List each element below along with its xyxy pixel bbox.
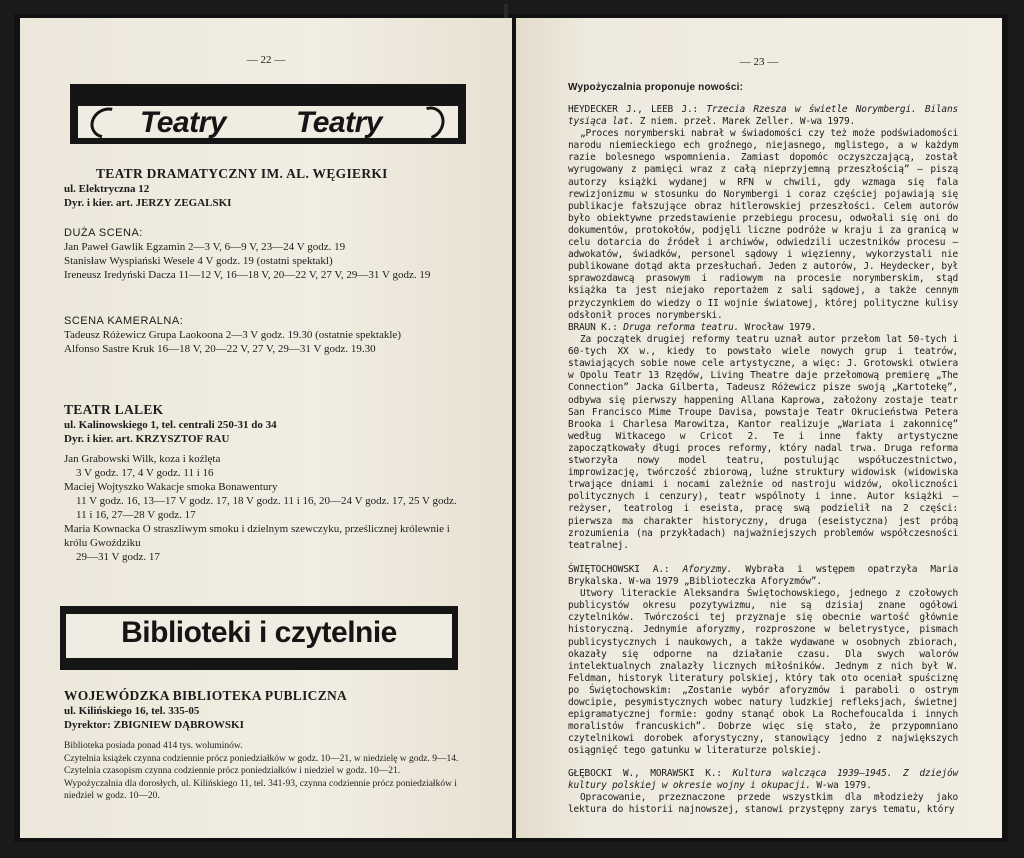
book-entry [568,104,958,322]
scena-kameralna-block [64,314,464,356]
biblioteka-name: WOJEWÓDZKA BIBLIOTEKA PUBLICZNA [64,688,348,703]
entry-publication: W-wa 1979. [816,780,872,792]
teatr-lalek-line: Maciej Wojtyszko Wakacje smoka Bonawentury [64,481,278,493]
duza-scena-line: Jan Paweł Gawlik Egzamin 2—3 V, 6—9 V, 23—24 V godz. 19 [64,241,346,253]
biblioteka-text: Wypożyczalnia dla dorosłych, ul. Kilińskiego 11, tel. 341-93, czynna codziennie prócz poniedziałków i niedziel w godz. 10—20. [64,778,457,801]
scena-kameralna-heading: SCENA KAMERALNA: [64,315,184,327]
biblioteki-banner [60,606,458,670]
right-folio: — 23 — [739,56,779,68]
entry-title: Kultura walcząca 1939—1945. Z dziejów kultury polskiej w okresie wojny i okupacji. [568,768,958,792]
entry-body: Opracowanie, przeznaczone przede wszystkim dla młodzieży jako lektura do historii najnowszej, stanowi przystępny zarys tematu, który [568,792,958,816]
teatry-word-2: Teatry [296,106,382,139]
entry-publication: Wrocław 1979. [744,322,817,333]
entry-title: Aforyzmy. [682,564,733,575]
teatr-dramatyczny-block [64,166,464,210]
duza-scena-heading: DUŻA SCENA: [64,227,143,239]
teatr-dramatyczny-director: Dyr. i kier. art. JERZY ZEGALSKI [64,197,232,209]
scena-kameralna-line: Alfonso Sastre Kruk 16—18 V, 20—22 V, 27 V, 29—31 V godz. 19.30 [64,343,376,355]
teatry-banner [70,84,466,144]
entry-publication: Z niem. przeł. Marek Zeller. W-wa 1979. [639,116,856,128]
entry-body: Utwory literackie Aleksandra Świętochowskiego, jednego z czołowych publicystów okresu pozytywizmu, nie są dzisiaj znane ogółowi czytelników. Twórczości tej przyznaje się obecnie wartość głównie historyczną. Jednymie aforyzmy, rozproszone w beletrystyce, pismach publicystycznych i naukowych, a także wydawane w osobnych zbiorach, okazały się odporne na działanie czasu. Dla swych walorów intelektualnych znalazły licznych miłośników. Jednym z nich był W. Feldman, historyk literatury polskiej, który tak oto oceniał spuściznę po Świętochowskim: „Zostanie wybór aforyzmów i paraboli o ostrym dowcipie, pesymistycznych wobec natury ludzkiej refleksjach, świetnej epigramatycznej formie: godny stanąć obok La Rochefoucalda i innych moralistów francuskich”. Dobrze więc się stało, że przypomniano czytelnikowi dorobek aforystyczny, stanowiący jedno z największych osiągnięć tego gatunku w literaturze polskiej. [568,588,958,757]
entry-author: BRAUN K.: [568,322,618,333]
duza-scena-block [64,226,464,282]
entry-body: Za początek drugiej reformy teatru uznał autor przełom lat 50-tych i 60-tych XX w., kiedy to powstało wiele nowych grup i teatrów, stawiających sobie nowe cele artystyczne, a więc: J. Grotowski otwiera w Opolu Teatr 13 Rzędów, Living Theatre daje przełomową premierę „The Connection” Jacka Gilberta, Tadeusz Różewicz pisze swoją „Kartotekę”, odbywa się pierwszy happening Allana Kaprowa, założony zostaje teatr San Francisco Mime Troupe Davisa, powstaje Teatr Okrucieństwa Petera Brooka i Charlesa Marowitza, Kantor realizuje „Wariata i zakonnicę” według Witkacego w Cricot 2. Te i inne fakty artystyczne zapoczątkowały długi proces reformy, który nadal trwa. Druga reforma stworzyła nowy model teatru, postulując współuczestnictwo, improwizację, twórczość zbiorową, luźne struktury widowisk (widowiska trwające dniami i nocami zależnie od nastroju widzów, okoliczności politycznych i cenzury), teatr wspólnoty i inne. Autor książki — reżyser, teatrolog i eseista, pracę swą podzielił na 2 części: pierwsza ma charakter historyczny, druga (eseistyczna) jest próbą zrozumienia (na przykładach) najważniejszych problemów współczesności teatralnej. [568,334,958,551]
teatr-lalek-name: TEATR LALEK [64,402,164,417]
right-page-heading: Wypożyczalnia proponuje nowości: [568,82,744,93]
duza-scena-line: Ireneusz Iredyński Dacza 11—12 V, 16—18 V, 20—22 V, 27 V, 29—31 V godz. 19 [64,269,431,281]
teatr-lalek-line: 3 V godz. 17, 4 V godz. 11 i 16 [76,467,214,479]
left-folio: — 22 — [246,54,286,66]
entry-author: ŚWIĘTOCHOWSKI A.: [568,564,670,575]
scena-kameralna-line: Tadeusz Różewicz Grupa Laokoona 2—3 V godz. 19.30 (ostatnie spektakle) [64,329,401,341]
biblioteka-block [64,688,464,803]
entry-author: GŁĘBOCKI W., MORAWSKI K.: [568,768,722,779]
teatry-word-1: Teatry [140,106,226,139]
teatr-lalek-address: ul. Kalinowskiego 1, tel. centrali 250-31 do 34 [64,419,277,431]
teatr-lalek-line: 11 V godz. 16, 13—17 V godz. 17, 18 V godz. 11 i 16, 20—24 V godz. 17, 25 V godz. 11 i 16, 27—28 V godz. 17 [76,495,457,521]
teatr-lalek-line: 29—31 V godz. 17 [76,551,160,563]
biblioteka-address: ul. Kilińskiego 16, tel. 335-05 [64,705,200,717]
duza-scena-line: Stanisław Wyspiański Wesele 4 V godz. 19 (ostatni spektakl) [64,255,333,267]
teatr-dramatyczny-address: ul. Elektryczna 12 [64,183,150,195]
book-entry [568,322,958,552]
book-entry [568,564,958,758]
teatr-dramatyczny-name: TEATR DRAMATYCZNY IM. AL. WĘGIERKI [96,166,388,181]
teatr-lalek-director: Dyr. i kier. art. KRZYSZTOF RAU [64,433,230,445]
entry-title: Druga reforma teatru. [623,322,740,333]
book-entry [568,768,958,816]
biblioteka-text: Biblioteka posiada ponad 414 tys. woluminów. [64,741,243,751]
biblioteka-text: Czytelnia książek czynna codziennie prócz poniedziałków w godz. 10—21, w niedzielę w godz. 9—14. Czytelnia czasopism czynna codziennie prócz poniedziałków i niedziel w godz. 10—21. [64,753,459,776]
biblioteki-banner-text: Biblioteki i czytelnie [121,616,397,649]
entry-title: Trzecia Rzesza w świetle Norymbergi. Bilans tysiąca lat. [568,104,958,128]
teatr-lalek-line: Maria Kownacka O straszliwym smoku i dzielnym szewczyku, prześlicznej królewnie i królu Gwoździku [64,523,450,549]
entry-publication: Wybrała i wstępem opatrzyła Maria Brykalska. W-wa 1979 „Biblioteczka Aforyzmów”. [568,564,958,588]
biblioteka-director: Dyrektor: ZBIGNIEW DĄBROWSKI [64,719,244,731]
teatr-lalek-block [64,402,464,564]
teatr-lalek-line: Jan Grabowski Wilk, koza i koźlęta [64,453,221,465]
entry-author: HEYDECKER J., LEEB J.: [568,104,698,115]
entry-body: „Proces norymberski nabrał w świadomości czy też może podświadomości narodu niemieckiego ech groźnego, niejasnego, mglistego, a w każdym razie bolesnego wspomnienia. Zamiast dopomóc oczyszczającą, został wyrugowany z pamięci wraz z całą nieprzyjemną przeszłością” — piszą autorzy książki wydanej w RFN w chwili, gdy wzmaga się fala rewizjonizmu w stosunku do Norymbergi i coraz częściej pojawiają się publikacje fałszujące obraz hitlerowskiej przeszłości. Celem autorów było obiektywne przedstawienie przebiegu procesu, odwołali się oni do dokumentów, protokołów, podjęli liczne podróże w kraju i za granicą w celu dotarcia do źródeł i archiwów, odwiedzili uczestników procesu — adwokatów, świadków, personel sądowy i więzienny, wykorzystali nie publikowane dotąd akta przesłuchań. Jeden z autorów, J. Heydecker, był sprawozdawcą prasowym i radiowym na procesie norymberskim, stąd książka ta jest niejako reportażem z sali sądowej, a także cennym przyczynkiem do wiedzy o II wojnie światowej, której polityczne kulisy odsłonił proces norymberski. [568,128,958,321]
